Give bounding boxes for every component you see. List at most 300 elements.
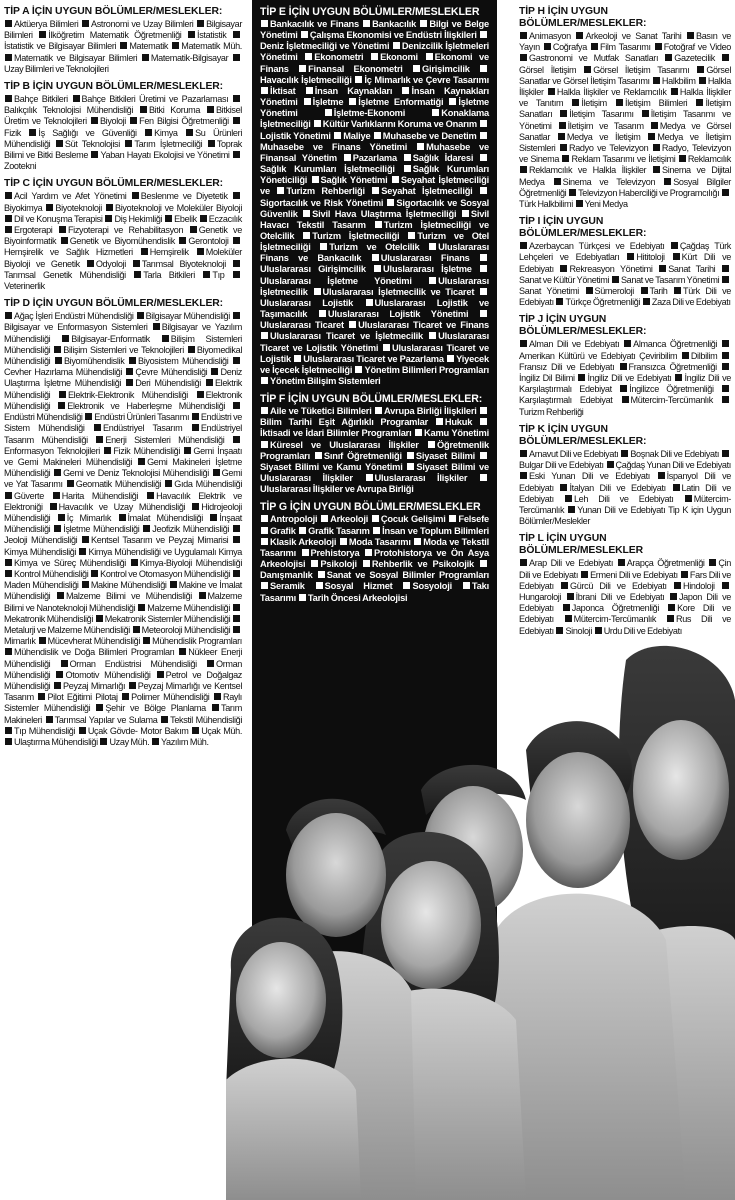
black-square-bullet-icon (674, 287, 681, 294)
section-list (4, 94, 242, 172)
list-item-label: İş Sağlığı ve Güvenliği (38, 127, 137, 138)
black-square-bullet-icon (261, 332, 268, 339)
list-item-label: Bulgar Dili ve Edebiyatı (519, 460, 604, 471)
list-item (56, 591, 192, 601)
black-square-bullet-icon (429, 332, 436, 339)
list-item-label: Küresel ve Uluslararası İlişkiler (270, 439, 419, 450)
list-item-label: Malzeme Mühendisliği (147, 602, 231, 613)
black-square-bullet-icon (233, 570, 240, 577)
list-item (132, 259, 226, 269)
black-square-bullet-icon (299, 594, 306, 601)
black-square-bullet-icon (312, 176, 319, 183)
list-item-label: Tıp Mühendisliği (14, 725, 76, 736)
list-item-label: Uluslararası Lojistik ve Taşımacılık (260, 297, 489, 320)
list-item-label: Bahçe Bitkileri (14, 94, 68, 105)
list-item-label: Grafik (270, 525, 296, 536)
list-item (559, 109, 633, 119)
black-square-bullet-icon (233, 312, 240, 319)
black-square-bullet-icon (261, 582, 268, 589)
list-item-label: Moleküler Biyoloji ve Genetik (4, 247, 242, 269)
list-item-label: Deri Mühendisliği (135, 378, 201, 389)
black-square-bullet-icon (559, 122, 566, 129)
black-square-bullet-icon (429, 277, 436, 284)
list-item (577, 373, 671, 383)
black-square-bullet-icon (303, 232, 310, 239)
black-square-bullet-icon (520, 32, 527, 39)
list-item (348, 97, 443, 107)
black-square-bullet-icon (363, 20, 370, 27)
black-square-bullet-icon (188, 346, 195, 353)
list-item-label: Uluslararası Ticaret ve Lojistik Yönetimi (260, 331, 489, 353)
black-square-bullet-icon (366, 474, 373, 481)
list-item (105, 203, 242, 213)
black-square-bullet-icon (321, 515, 328, 522)
black-square-bullet-icon (722, 265, 729, 272)
black-square-bullet-icon (554, 178, 561, 185)
list-item-label: Gemi ve Deniz Teknolojisi Mühendisliği (63, 468, 209, 479)
list-item-label: Peyzaj Mimarlığı ve Kentsel Tasarım (4, 680, 242, 703)
list-item-label: Uzay Bilimleri ve Teknolojileri (4, 63, 109, 74)
list-item-label: Bilgisayar Mühendisliği (145, 311, 230, 322)
list-item-label: Japon Dili ve Edebiyatı (519, 591, 732, 614)
black-square-bullet-icon (520, 242, 527, 249)
list-item (324, 108, 405, 118)
list-item (4, 94, 68, 104)
list-item-label: İşletme Enformatiği (358, 97, 444, 108)
list-item (575, 199, 628, 209)
list-item-label: Boşnak Dili ve Edebiyatı (630, 448, 720, 459)
list-item-label: Acil Yardım ve Afet Yönetimi (14, 191, 127, 202)
list-item (93, 423, 182, 433)
black-square-bullet-icon (722, 450, 729, 457)
list-item-label: Muhasebe ve Finans Yönetimi (260, 141, 408, 152)
list-item (55, 139, 120, 149)
black-square-bullet-icon (299, 65, 306, 72)
list-item (319, 242, 419, 252)
list-item-label: Fotoğraf ve Video (663, 42, 732, 53)
list-item (260, 86, 295, 96)
list-item (58, 390, 188, 400)
black-square-bullet-icon (165, 480, 172, 487)
black-square-bullet-icon (56, 671, 63, 678)
black-square-bullet-icon (383, 344, 390, 351)
list-item (619, 384, 713, 394)
black-square-bullet-icon (206, 379, 213, 386)
black-square-bullet-icon (143, 525, 150, 532)
list-item-label: Uluslararası Finans ve Bankacılık (260, 242, 489, 264)
black-square-bullet-icon (233, 31, 240, 38)
black-square-bullet-icon (480, 560, 487, 567)
black-square-bullet-icon (480, 31, 487, 38)
list-item (343, 153, 397, 163)
black-square-bullet-icon (565, 495, 572, 502)
list-item (151, 737, 209, 747)
black-square-bullet-icon (192, 503, 199, 510)
black-square-bullet-icon (578, 374, 585, 381)
list-item-label: Arnavut Dili ve Edebiyatı (529, 448, 619, 459)
list-item-label: Enerji Sistemleri Mühendisliği (105, 434, 225, 445)
black-square-bullet-icon (560, 265, 567, 272)
list-item-label: Antropoloji (270, 514, 318, 525)
list-item-label: Sivil Havacı Tekstil Tasarım (260, 208, 490, 230)
black-square-bullet-icon (54, 525, 61, 532)
list-item-label: Reklam Tasarımı ve İletişimi (571, 154, 676, 165)
black-square-bullet-icon (5, 95, 12, 102)
black-square-bullet-icon (643, 298, 650, 305)
list-item-label: Gazetecilik (674, 53, 715, 64)
list-item (164, 214, 197, 224)
list-item-label: Uluslararası Ticaret (260, 320, 344, 331)
black-square-bullet-icon (261, 515, 268, 522)
black-square-bullet-icon (301, 31, 308, 38)
black-square-bullet-icon (480, 187, 487, 194)
list-item-label: Tarımsal Genetik Mühendisliği (4, 269, 126, 280)
black-square-bullet-icon (87, 260, 94, 267)
list-item-label: Astronomi ve Uzay Bilimleri (90, 19, 194, 29)
list-item-label: İletişim Tasarımı (569, 109, 634, 120)
black-square-bullet-icon (520, 340, 527, 347)
list-item (45, 715, 158, 725)
black-square-bullet-icon (197, 20, 204, 27)
black-square-bullet-icon (463, 582, 470, 589)
black-square-bullet-icon (233, 357, 240, 364)
list-item-label: Diş Hekimliği (114, 213, 163, 224)
black-square-bullet-icon (5, 492, 12, 499)
black-square-bullet-icon (79, 548, 86, 555)
black-square-bullet-icon (685, 495, 692, 502)
black-square-bullet-icon (420, 20, 427, 27)
list-item-label: Gemi Makineleri İşletme Mühendisliği (4, 456, 242, 479)
black-square-bullet-icon (428, 441, 435, 448)
black-square-bullet-icon (294, 355, 301, 362)
black-square-bullet-icon (392, 176, 399, 183)
black-square-bullet-icon (67, 480, 74, 487)
black-square-bullet-icon (616, 99, 623, 106)
section-list (4, 19, 242, 75)
black-square-bullet-icon (699, 77, 706, 84)
list-item-label: Turizm ve Otelcilik (329, 242, 420, 253)
list-item-label: Tarih (649, 286, 668, 297)
black-square-bullet-icon (311, 560, 318, 567)
list-item-label: Sağlık Yönetimi (320, 175, 388, 186)
list-item-label: Mekatronik Mühendisliği (4, 613, 94, 624)
black-square-bullet-icon (480, 254, 487, 261)
list-item-label: Sivil Hava Ulaştırma İşletmeciliği (312, 208, 457, 219)
black-square-bullet-icon (143, 637, 150, 644)
black-square-bullet-icon (560, 144, 567, 151)
list-item-label: Biyoteknoloji ve Moleküler Biyoloji (115, 202, 243, 213)
list-item-label: Avrupa Birliği İlişkileri (383, 406, 477, 417)
black-square-bullet-icon (560, 110, 567, 117)
list-item (4, 191, 126, 201)
black-square-bullet-icon (122, 693, 129, 700)
black-square-bullet-icon (233, 615, 240, 622)
black-square-bullet-icon (627, 253, 634, 260)
list-item (557, 132, 641, 142)
black-square-bullet-icon (480, 418, 487, 425)
black-square-bullet-icon (696, 99, 703, 106)
list-item (136, 311, 230, 321)
black-square-bullet-icon (82, 581, 89, 588)
black-square-bullet-icon (671, 242, 678, 249)
list-item (564, 614, 656, 624)
list-item-label: Yiyecek ve İçecek İşletmeciliği (260, 353, 489, 375)
list-item-label: Havacılık İşletmeciliği (260, 74, 352, 85)
list-item (84, 412, 189, 422)
list-item-label: Deniz Ulaştırma İşletme Mühendisliği (4, 367, 242, 389)
black-square-bullet-icon (607, 461, 614, 468)
list-item (354, 365, 489, 375)
list-item-label: Hukuk (444, 417, 473, 428)
black-square-bullet-icon (91, 151, 98, 158)
black-square-bullet-icon (403, 582, 410, 589)
black-square-bullet-icon (179, 237, 186, 244)
list-item-label: Sigortacılık ve Risk Yönetimi (260, 197, 384, 208)
list-item-label: Çin Dili ve Edebiyatı (519, 558, 731, 580)
black-square-bullet-icon (46, 204, 53, 211)
list-item-label: Sinema ve Dijital Medya (519, 165, 732, 187)
black-square-bullet-icon (436, 418, 443, 425)
list-item (304, 52, 363, 62)
list-item-label: Uluslararası Ticaret ve Pazarlama (303, 353, 444, 364)
black-square-bullet-icon (595, 627, 602, 634)
list-item-label: Öğretmenlik Programları (260, 439, 489, 461)
list-item-label: Bilgisayar ve Yazılım Mühendisliği (4, 322, 242, 344)
black-square-bullet-icon (722, 189, 729, 196)
list-item (313, 287, 475, 297)
black-square-bullet-icon (138, 604, 145, 611)
list-item (95, 614, 231, 624)
list-item-label: Lojistik Yönetimi (260, 130, 331, 141)
list-item-label: Mühendislik Programları (152, 636, 242, 647)
black-square-bullet-icon (210, 514, 217, 521)
list-item-label: Tarım Makineleri (4, 703, 242, 725)
black-square-bullet-icon (408, 232, 415, 239)
list-item-label: Toprak Bilimi ve Bitki Besleme (4, 138, 243, 161)
list-item (99, 737, 149, 747)
black-square-bullet-icon (366, 299, 373, 306)
list-item-label: Tarımsal Yapılar ve Sulama (54, 714, 158, 725)
list-item (561, 154, 675, 164)
black-square-bullet-icon (306, 87, 313, 94)
list-item-label: Rus Dili ve Edebiyatı (519, 614, 732, 636)
section-right-0 (515, 0, 735, 210)
list-item-label: Orman Endüstrisi Mühendisliği (69, 658, 197, 669)
black-square-bullet-icon (520, 472, 527, 479)
black-square-bullet-icon (586, 287, 593, 294)
list-item (372, 526, 489, 536)
list-item-label: Uluslararası Ticaret ve Finans (358, 320, 489, 331)
list-item-label: Konaklama İşletmeciliği (260, 108, 490, 130)
section-heading: TİP L İÇİN UYGUN BÖLÜMLER/MESLEKLER (519, 533, 644, 557)
list-item-label: Çağdaş Yunan Dili ve Edebiyatı (615, 460, 731, 471)
list-item (370, 52, 418, 62)
black-square-bullet-icon (674, 582, 681, 589)
black-square-bullet-icon (199, 592, 206, 599)
list-item-label: Uçak Müh. (201, 725, 243, 736)
list-item-label: Bilişim Sistemleri ve Teknolojileri (63, 344, 184, 355)
black-square-bullet-icon (61, 237, 68, 244)
list-item-label: Güverte (14, 490, 44, 501)
list-item-label: Kimya ve Süreç Mühendisliği (14, 557, 126, 568)
list-item-label: Endüstri ve Sistem Mühendisliği (4, 412, 242, 434)
list-item (4, 53, 137, 63)
list-item-label: İşletme Yönetimi (260, 97, 489, 119)
list-item-label: Seyahat İşletmeciliği ve (260, 175, 489, 197)
black-square-bullet-icon (212, 704, 219, 711)
list-item-label: Turizm ve Otel İşletmeciliği (260, 230, 489, 253)
list-item (402, 581, 452, 591)
black-square-bullet-icon (581, 571, 588, 578)
list-item (555, 626, 592, 636)
list-item (580, 570, 678, 580)
list-item-label: Rehberlik ve Psikolojik (371, 559, 474, 570)
black-square-bullet-icon (233, 95, 240, 102)
list-item (519, 449, 618, 459)
black-square-bullet-icon (480, 65, 487, 72)
list-item-label: Biyosistem Mühendisliği (138, 356, 229, 367)
black-square-bullet-icon (653, 166, 660, 173)
black-square-bullet-icon (197, 248, 204, 255)
section-heading: TİP J İÇİN UYGUN BÖLÜMLER/MESLEKLER: (519, 314, 647, 338)
black-square-bullet-icon (722, 276, 729, 283)
list-item-label: Muhasebe ve Denetim (382, 130, 477, 141)
list-item-label: Çevre Mühendisliği (135, 367, 208, 378)
black-square-bullet-icon (665, 54, 672, 61)
black-square-bullet-icon (429, 243, 436, 250)
black-square-bullet-icon (261, 527, 268, 534)
list-item (37, 692, 117, 702)
list-item (86, 259, 126, 269)
list-item-label: Bilişim Sistemleri Mühendisliği (4, 333, 242, 355)
black-square-bullet-icon (233, 54, 240, 61)
black-square-bullet-icon (261, 407, 268, 414)
black-square-bullet-icon (722, 54, 729, 61)
list-item (90, 569, 230, 579)
black-square-bullet-icon (302, 549, 309, 556)
list-item-label: İç Mimarlık (66, 512, 112, 523)
list-item-label: Biyoloji (99, 116, 126, 127)
list-item-label: Orman Mühendisliği (4, 658, 243, 680)
black-square-bullet-icon (5, 192, 12, 199)
black-square-bullet-icon (682, 352, 689, 359)
list-item-label: Makine Mühendisliği (90, 580, 167, 591)
list-item-label: Görsel İletişim (519, 64, 577, 75)
list-item-label: İletişim Tasarımı ve Yönetimi (519, 109, 731, 131)
list-item (406, 451, 475, 461)
black-square-bullet-icon (5, 226, 12, 233)
list-item (339, 537, 411, 547)
list-item-label: Gerontoloji (188, 236, 229, 247)
list-item-label: Uluslararası Ticaret ve Lojistik (260, 342, 489, 364)
list-item-label: İletişim Sanatları (519, 98, 731, 120)
section-left-2 (0, 172, 248, 292)
black-square-bullet-icon (591, 43, 598, 50)
list-item-label: Fizik (4, 127, 21, 138)
black-square-bullet-icon (233, 151, 240, 158)
list-item-label: Turizm İşletmeciliği (312, 230, 400, 241)
black-square-bullet-icon (104, 447, 111, 454)
list-item-label: Ermeni Dili ve Edebiyatı (590, 569, 678, 580)
black-square-bullet-icon (562, 155, 569, 162)
black-square-bullet-icon (569, 189, 576, 196)
black-square-bullet-icon (371, 53, 378, 60)
black-square-bullet-icon (203, 271, 210, 278)
black-square-bullet-icon (100, 738, 107, 745)
list-item (45, 203, 102, 213)
list-item (90, 150, 229, 160)
black-square-bullet-icon (407, 452, 414, 459)
list-item-label: Protohistorya ve Ön Asya Arkeolojisi (260, 547, 489, 570)
black-square-bullet-icon (304, 98, 311, 105)
black-square-bullet-icon (520, 559, 527, 566)
black-square-bullet-icon (152, 738, 159, 745)
list-item-label: Uluslararası Ticaret ve İşletmecilik (270, 331, 423, 342)
list-item-label: Tarih Öncesi Arkeolojisi (307, 592, 408, 603)
list-item-label: Makine ve İmalat Mühendisliği (4, 580, 242, 602)
section-right-1 (515, 210, 735, 308)
list-item (260, 331, 423, 341)
list-item (448, 514, 489, 524)
black-square-bullet-icon (184, 447, 191, 454)
list-item-label: Halkla İlişkiler (519, 75, 731, 98)
black-square-bullet-icon (233, 536, 240, 543)
list-item (78, 547, 242, 557)
section-heading: TİP C İÇİN UYGUN BÖLÜMLER/MESLEKLER: (4, 178, 224, 190)
list-item-label: Maden Mühendisliği (4, 580, 79, 591)
list-item-label: Çağdaş Türk Lehçeleri ve Edebiyatları (519, 241, 732, 263)
black-square-bullet-icon (561, 582, 568, 589)
black-square-bullet-icon (480, 452, 487, 459)
list-item (362, 559, 474, 569)
list-item-label: Leh Dili ve Edebiyatı (573, 493, 674, 504)
list-item-label: Bilgisayar-Enformatik (71, 333, 150, 344)
black-square-bullet-icon (132, 192, 139, 199)
list-item (129, 116, 229, 126)
list-item-label: Ekonometri (314, 52, 364, 63)
list-item (606, 460, 731, 470)
list-item (519, 471, 650, 481)
list-item-label: Sümeroloji (594, 286, 634, 297)
black-square-bullet-icon (59, 226, 66, 233)
black-square-bullet-icon (480, 120, 487, 127)
list-item (4, 569, 88, 579)
list-item-label: İspanyol Dili ve Edebiyatı (519, 471, 731, 493)
black-square-bullet-icon (648, 133, 655, 140)
list-item-label: Prehistorya (310, 547, 360, 558)
black-square-bullet-icon (120, 42, 127, 49)
black-square-bullet-icon (303, 210, 310, 217)
list-item-label: Fransızca Öğretmenliği (628, 361, 717, 372)
list-item-label: Uluslararası İlişkiler (374, 473, 468, 484)
list-item (547, 87, 667, 97)
list-item (621, 395, 713, 405)
list-item-label: Genetik ve Biyomühendislik (69, 236, 175, 247)
list-item (594, 626, 682, 636)
black-square-bullet-icon (138, 458, 145, 465)
list-item-label: Halkbilim (661, 75, 696, 86)
list-item (318, 309, 469, 319)
list-item-label: Kimya Mühendisliği (4, 546, 77, 557)
list-item (199, 214, 242, 224)
black-square-bullet-icon (449, 515, 456, 522)
black-square-bullet-icon (722, 396, 729, 403)
list-item-label: Sosyoloji (412, 581, 452, 592)
list-item-label: Bilgisayar Bilimleri (4, 19, 242, 41)
black-square-bullet-icon (261, 87, 268, 94)
black-square-bullet-icon (157, 671, 164, 678)
black-square-bullet-icon (190, 226, 197, 233)
